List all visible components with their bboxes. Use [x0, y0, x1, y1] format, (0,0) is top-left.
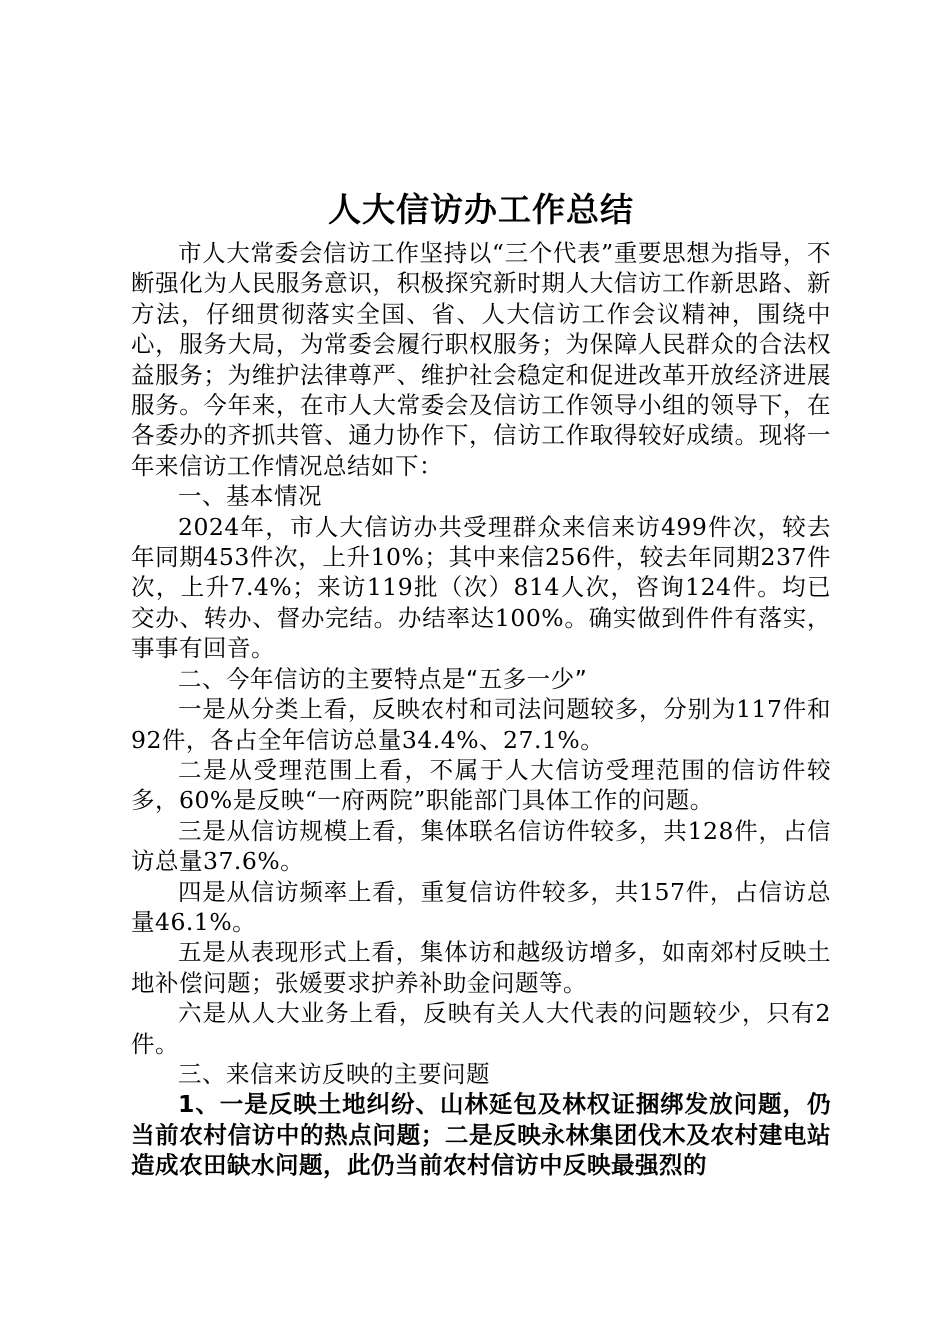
section-2-item-2: 二是从受理范围上看，不属于人大信访受理范围的信访件较多，60%是反映“一府两院”职能部门具体工作的问题。	[131, 755, 831, 815]
section-2-item-5: 五是从表现形式上看，集体访和越级访增多，如南郊村反映土地补偿问题；张媛要求护养补助金问题等。	[131, 938, 831, 997]
section-2-item-1: 一是从分类上看，反映农村和司法问题较多，分别为117件和92件，各占全年信访总量34.4%、27.1%。	[131, 695, 831, 754]
document-page	[131, 188, 831, 1181]
document-title: 人大信访办工作总结	[328, 190, 634, 229]
section-1-paragraph: 2024年，市人大信访办共受理群众来信来访499件次，较去年同期453件次，上升10%；其中来信256件，较去年同期237件次，上升7.4%；来访119批（次）814人次，咨询124件。均已交办、转办、督办完结。办结率达100%。确实做到件件有落实，事事有回音。	[131, 512, 831, 663]
section-1-heading: 一、基本情况	[178, 482, 322, 511]
section-3-paragraph: 1、一是反映土地纠纷、山林延包及林权证捆绑发放问题，仍当前农村信访中的热点问题；二是反映永林集团伐木及农村建电站造成农田缺水问题，此仍当前农村信访中反映最强烈的	[131, 1090, 831, 1180]
section-2-item-6: 六是从人大业务上看，反映有关人大代表的问题较少，只有2件。	[131, 999, 831, 1058]
section-2-item-3: 三是从信访规模上看，集体联名信访件较多，共128件，占信访总量37.6%。	[131, 816, 831, 876]
intro-paragraph: 市人大常委会信访工作坚持以“三个代表”重要思想为指导，不断强化为人民服务意识，积极探究新时期人大信访工作新思路、新方法，仔细贯彻落实全国、省、人大信访工作会议精神，围绕中心，服务大局，为常委会履行职权服务；为保障人民群众的合法权益服务；为维护法律尊严、维护社会稳定和促进改革开放经济进展服务。今年来，在市人大常委会及信访工作领导小组的领导下，在各委办的齐抓共管、通力协作下，信访工作取得较好成绩。现将一年来信访工作情况总结如下：	[131, 239, 831, 480]
section-2-heading: 二、今年信访的主要特点是“五多一少”	[178, 664, 588, 693]
section-2-item-4: 四是从信访频率上看，重复信访件较多，共157件，占信访总量46.1%。	[131, 877, 831, 936]
section-3-heading: 三、来信来访反映的主要问题	[178, 1059, 490, 1088]
